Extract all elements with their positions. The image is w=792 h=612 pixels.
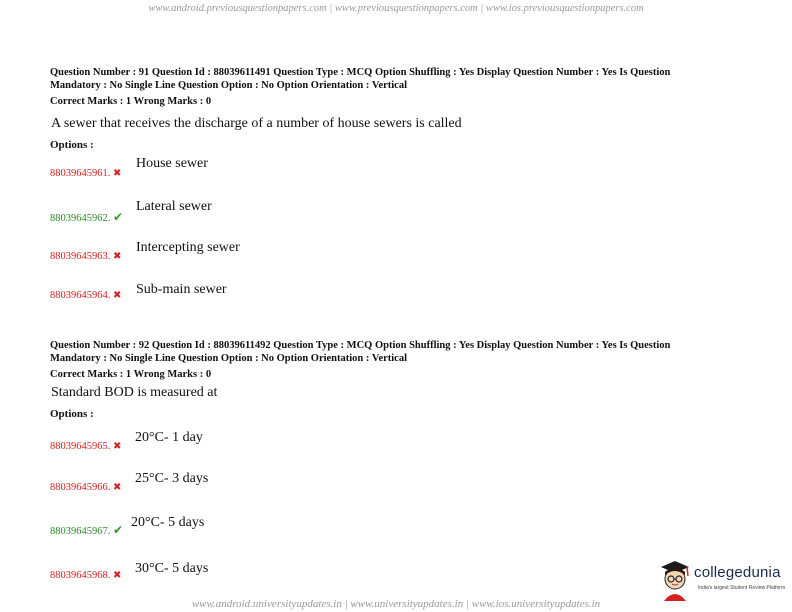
option-id: 88039645966. bbox=[50, 482, 111, 493]
option-item bbox=[50, 210, 123, 225]
option-item bbox=[50, 570, 121, 581]
question-meta bbox=[50, 339, 750, 381]
option-item bbox=[50, 482, 121, 493]
option-item bbox=[50, 441, 121, 452]
option-id: 88039645967. bbox=[50, 526, 111, 537]
logo-wordmark: collegedunia bbox=[694, 564, 781, 581]
header-watermark: www.android.previousquestionpapers.com | www.previousquestionpapers.com | www.ios.previousquestionpapers.com bbox=[148, 3, 644, 14]
option-id: 88039645961. bbox=[50, 168, 111, 179]
question-meta-line-2: Mandatory : No Single Line Question Option : No Option Orientation : Vertical bbox=[50, 353, 408, 364]
option-id: 88039645964. bbox=[50, 290, 111, 301]
option-item bbox=[50, 251, 121, 262]
wrong-mark-icon: ✖ bbox=[113, 290, 122, 301]
option-text: 25°C- 3 days bbox=[135, 471, 209, 486]
wrong-mark-icon: ✖ bbox=[113, 482, 122, 493]
question-text: Standard BOD is measured at bbox=[51, 385, 218, 400]
option-item bbox=[50, 290, 121, 301]
question-text: A sewer that receives the discharge of a number of house sewers is called bbox=[51, 116, 462, 131]
question-meta-line-2: Mandatory : No Single Line Question Option : No Option Orientation : Vertical bbox=[50, 80, 408, 91]
correct-check-icon: ✔ bbox=[113, 210, 124, 224]
options-label: Options : bbox=[50, 139, 94, 151]
graduate-avatar-icon bbox=[658, 557, 692, 601]
option-id: 88039645963. bbox=[50, 251, 111, 262]
wrong-mark-icon: ✖ bbox=[113, 441, 122, 452]
correct-check-icon: ✔ bbox=[113, 523, 124, 537]
options-label: Options : bbox=[50, 408, 94, 420]
option-text: 30°C- 5 days bbox=[135, 561, 209, 576]
option-text: 20°C- 5 days bbox=[131, 515, 205, 530]
option-id: 88039645965. bbox=[50, 441, 111, 452]
option-text: Lateral sewer bbox=[136, 199, 212, 214]
footer-watermark: www.android.universityupdates.in | www.universityupdates.in | www.ios.universityupdates.in bbox=[191, 598, 601, 610]
question-meta-line-1: Question Number : 91 Question Id : 88039611491 Question Type : MCQ Option Shuffling : Yes Display Question Number : Yes Is Question bbox=[50, 67, 671, 78]
option-text: 20°C- 1 day bbox=[135, 430, 203, 445]
logo-tagline: India's largest Student Review Platform bbox=[698, 585, 786, 591]
wrong-mark-icon: ✖ bbox=[113, 168, 122, 179]
option-id: 88039645968. bbox=[50, 570, 111, 581]
question-marks: Correct Marks : 1 Wrong Marks : 0 bbox=[50, 96, 212, 107]
option-text: Intercepting sewer bbox=[136, 240, 240, 255]
option-item bbox=[50, 523, 123, 538]
question-meta bbox=[50, 66, 750, 108]
option-text: Sub-main sewer bbox=[136, 282, 227, 297]
option-id: 88039645962. bbox=[50, 213, 111, 224]
wrong-mark-icon: ✖ bbox=[113, 570, 122, 581]
option-item bbox=[50, 168, 121, 179]
question-meta-line-1: Question Number : 92 Question Id : 88039611492 Question Type : MCQ Option Shuffling : Yes Display Question Number : Yes Is Question bbox=[50, 340, 671, 351]
option-text: House sewer bbox=[136, 156, 208, 171]
wrong-mark-icon: ✖ bbox=[113, 251, 122, 262]
question-marks: Correct Marks : 1 Wrong Marks : 0 bbox=[50, 369, 212, 380]
